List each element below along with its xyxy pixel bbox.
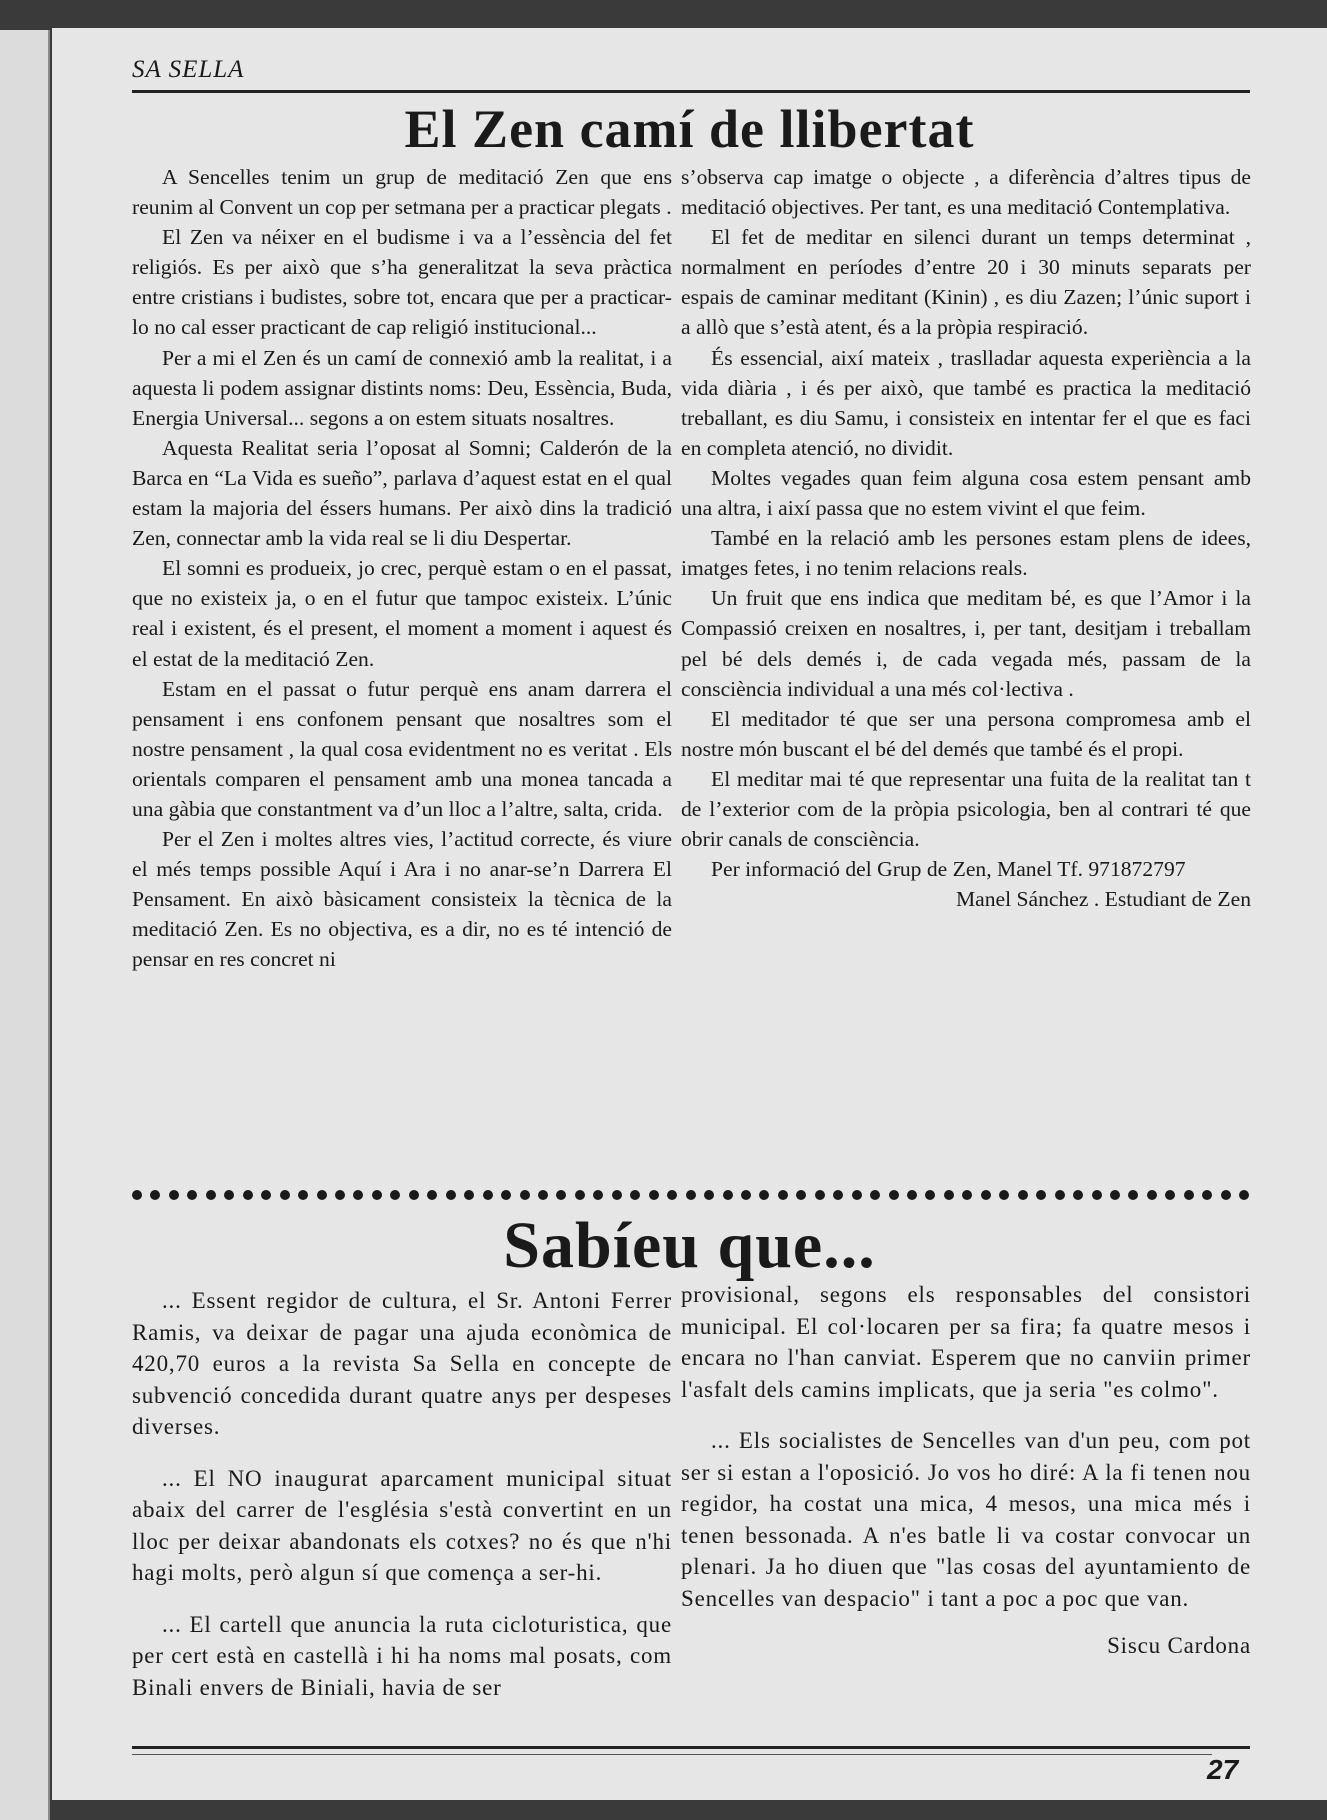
separator-dot: [1018, 1190, 1028, 1200]
separator-dot: [630, 1190, 640, 1200]
separator-dot: [704, 1190, 714, 1200]
paragraph: ... Els socialistes de Sencelles van d'un peu, com pot ser si estan a l'oposició. Jo vos ho diré: A la fi tenen nou regidor, ha costat una mica, 4 mesos, una mica més i tenen bessonada. A n'es batle li va costar convocar un plenari. Ja ho diuen que "las cosas del ayuntamiento de Sencelles van despacio" i tant a poc a poc que van.: [681, 1428, 1251, 1611]
section-title: Sabíeu que...: [503, 1209, 876, 1282]
separator-dot: [427, 1190, 437, 1200]
paragraph: El meditador té que ser una persona compromesa amb el nostre món buscant el bé del demés que també és el propi.: [681, 706, 1251, 761]
sabieu-column-2: [681, 1279, 1251, 1682]
separator-dot: [1073, 1190, 1083, 1200]
footer-rule-thin: [132, 1754, 1212, 1755]
separator-dot: [649, 1190, 659, 1200]
separator-dot: [1239, 1190, 1249, 1200]
separator-dot: [261, 1190, 271, 1200]
separator-dot: [999, 1190, 1009, 1200]
paragraph: A Sencelles tenim un grup de meditació Zen que ens reunim al Convent un cop per setmana per a practicar plegats .: [132, 165, 672, 220]
separator-dot: [224, 1190, 234, 1200]
separator-dot: [317, 1190, 327, 1200]
separator-dot: [390, 1190, 400, 1200]
separator-dot: [759, 1190, 769, 1200]
separator-dot: [907, 1190, 917, 1200]
separator-dot: [796, 1190, 806, 1200]
separator-dot: [353, 1190, 363, 1200]
separator-dot: [206, 1190, 216, 1200]
separator-dot: [1128, 1190, 1138, 1200]
article-column-1: [132, 162, 672, 975]
separator-dot: [612, 1190, 622, 1200]
separator-dot: [483, 1190, 493, 1200]
separator-dot: [741, 1190, 751, 1200]
article-title: El Zen camí de llibertat: [404, 99, 975, 159]
separator-dot: [778, 1190, 788, 1200]
separator-dot: [335, 1190, 345, 1200]
separator-dot: [1092, 1190, 1102, 1200]
separator-dot: [667, 1190, 677, 1200]
separator-dot: [981, 1190, 991, 1200]
paragraph: ... El cartell que anuncia la ruta cicloturistica, que per cert està en castellà i hi ha noms mal posats, com Binali envers de Biniali, havia de ser: [132, 1611, 672, 1700]
separator-dot: [1055, 1190, 1065, 1200]
separator-dot: [556, 1190, 566, 1200]
paragraph: ... El NO inaugurat aparcament municipal situat abaix del carrer de l'església s'està convertint en un lloc per deixar abandonats els cotxes? no és que n'hi hagi molts, però algun sí que comença a ser-hi.: [132, 1465, 672, 1585]
separator-dot: [852, 1190, 862, 1200]
separator-dot: [1202, 1190, 1212, 1200]
separator-dot: [815, 1190, 825, 1200]
paragraph: Un fruit que ens indica que meditam bé, es que l’Amor i la Compassió creixen en nosaltres, i, per tant, desitjam i treballam pel bé dels demés i, de cada vegada més, passam de la consciència individual a una més col·lectiva .: [681, 586, 1251, 701]
separator-dot: [962, 1190, 972, 1200]
separator-dot: [1110, 1190, 1120, 1200]
separator-dot: [169, 1190, 179, 1200]
magazine-page: [52, 28, 1327, 1800]
paragraph: Moltes vegades quan feim alguna cosa estem pensant amb una altra, i així passa que no estem vivint el que feim.: [681, 465, 1251, 521]
separator-dot: [686, 1190, 696, 1200]
header-rule: [132, 90, 1250, 93]
paragraph: El meditar mai té que representar una fuita de la realitat tan t de l’exterior com de la pròpia psicologia, ben al contrari té que obrir canals de consciència.: [681, 766, 1251, 852]
separator-dot: [1147, 1190, 1157, 1200]
separator-dot: [298, 1190, 308, 1200]
separator-dot: [464, 1190, 474, 1200]
paragraph: Per el Zen i moltes altres vies, l’actitud correcte, és viure el més temps possible Aquí i Ara i no anar-se’n Darrera El Pensament. En això bàsicament consisteix la tècnica de la meditació Zen. Es no objectiva, es a dir, no es té intenció de pensar en res concret ni: [132, 827, 672, 972]
paragraph: El Zen va néixer en el budisme i va a l’essència del fet religiós. Es per això que s’ha generalitzat la seva pràctica entre cristians i budistes, sobre tot, encara que per a practicar-lo no cal esser practicant de cap religió institucional...: [132, 225, 672, 340]
separator-dot: [593, 1190, 603, 1200]
paragraph: També en la relació amb les persones estam plens de idees, imatges fetes, i no tenim relacions reals.: [681, 526, 1251, 581]
paragraph: És essencial, així mateix , traslladar aquesta experiència a la vida diària , i és per això, que també es practica la meditació treballant, es diu Samu, i consisteix en intentar fer el que es faci en completa atenció, no dividit.: [681, 345, 1251, 460]
paragraph: Estam en el passat o futur perquè ens anam darrera el pensament i ens confonem pensant que nosaltres som el nostre pensament , la qual cosa evidentment no es veritat . Els orientals comparen el pensament amb una monea tancada a una gàbia que constantment va d’un lloc a l’altre, salta, crida.: [132, 676, 672, 821]
separator-dot: [575, 1190, 585, 1200]
paragraph: El somni es produeix, jo crec, perquè estam o en el passat, que no existeix ja, o en el futur que tampoc existeix. L’únic real i existent, és el present, el moment a moment i aquest és el estat de la meditació Zen.: [132, 556, 672, 671]
separator-dot: [833, 1190, 843, 1200]
separator-dot: [132, 1190, 142, 1200]
paragraph: ... Essent regidor de cultura, el Sr. Antoni Ferrer Ramis, va deixar de pagar una ajuda econòmica de 420,70 euros a la revista Sa Sella en concepte de subvenció concedida durant quatre anys per despeses diverses.: [132, 1288, 672, 1439]
separator-dot: [280, 1190, 290, 1200]
separator-dot: [1184, 1190, 1194, 1200]
author-signature: Manel Sánchez . Estudiant de Zen: [955, 887, 1251, 912]
paragraph: Per a mi el Zen és un camí de connexió amb la realitat, i a aquesta li podem assignar distints noms: Deu, Essència, Buda, Energia Universal... segons a on estem situats nosaltres.: [132, 345, 672, 430]
separator-dot: [944, 1190, 954, 1200]
separator-dot: [538, 1190, 548, 1200]
paragraph: Aquesta Realitat seria l’oposat al Somni; Calderón de la Barca en “La Vida es sueño”, parlava d’aquest estat en el qual estam la majoria del éssers humans. Per això dins la tradició Zen, connectar amb la vida real se li diu Despertar.: [132, 435, 672, 551]
page-number: 27: [1207, 1754, 1239, 1785]
separator-dot: [446, 1190, 456, 1200]
separator-dot: [409, 1190, 419, 1200]
separator-dot: [1036, 1190, 1046, 1200]
paragraph-continued: s’observa cap imatge o objecte , a diferència d’altres tipus de meditació objectives. Per tant, es una meditació Contemplativa.: [681, 165, 1251, 220]
paragraph: El fet de meditar en silenci durant un temps determinat , normalment en períodes d’entre 20 i 30 minuts separats per espais de caminar meditant (Kinin) , es diu Zazen; l’únic suport i a allò que s’està atent, és a la pròpia respiració.: [681, 225, 1251, 340]
separator-dot: [187, 1190, 197, 1200]
separator-dot: [1165, 1190, 1175, 1200]
separator-dot: [243, 1190, 253, 1200]
dotted-separator: [132, 1190, 1250, 1204]
separator-dot: [150, 1190, 160, 1200]
author-signature: Siscu Cardona: [1107, 1633, 1251, 1658]
magazine-header: SA SELLA: [132, 56, 245, 83]
separator-dot: [372, 1190, 382, 1200]
separator-dot: [520, 1190, 530, 1200]
separator-dot: [889, 1190, 899, 1200]
separator-dot: [870, 1190, 880, 1200]
separator-dot: [723, 1190, 733, 1200]
paragraph-continued: provisional, segons els responsables del consistori municipal. El col·locaren per sa fira; fa quatre mesos i encara no l'han canviat. Esperem que no canviin primer l'asfalt dels camins implicats, que ja seria "es colmo".: [681, 1282, 1251, 1402]
paragraph: Per informació del Grup de Zen, Manel Tf. 971872797: [711, 857, 1186, 882]
footer-rule: [132, 1746, 1250, 1749]
separator-dot: [925, 1190, 935, 1200]
adjacent-page-edge: [0, 30, 50, 1820]
article-column-2: [681, 162, 1251, 914]
separator-dot: [1221, 1190, 1231, 1200]
sabieu-column-1: [132, 1285, 672, 1723]
separator-dot: [501, 1190, 511, 1200]
